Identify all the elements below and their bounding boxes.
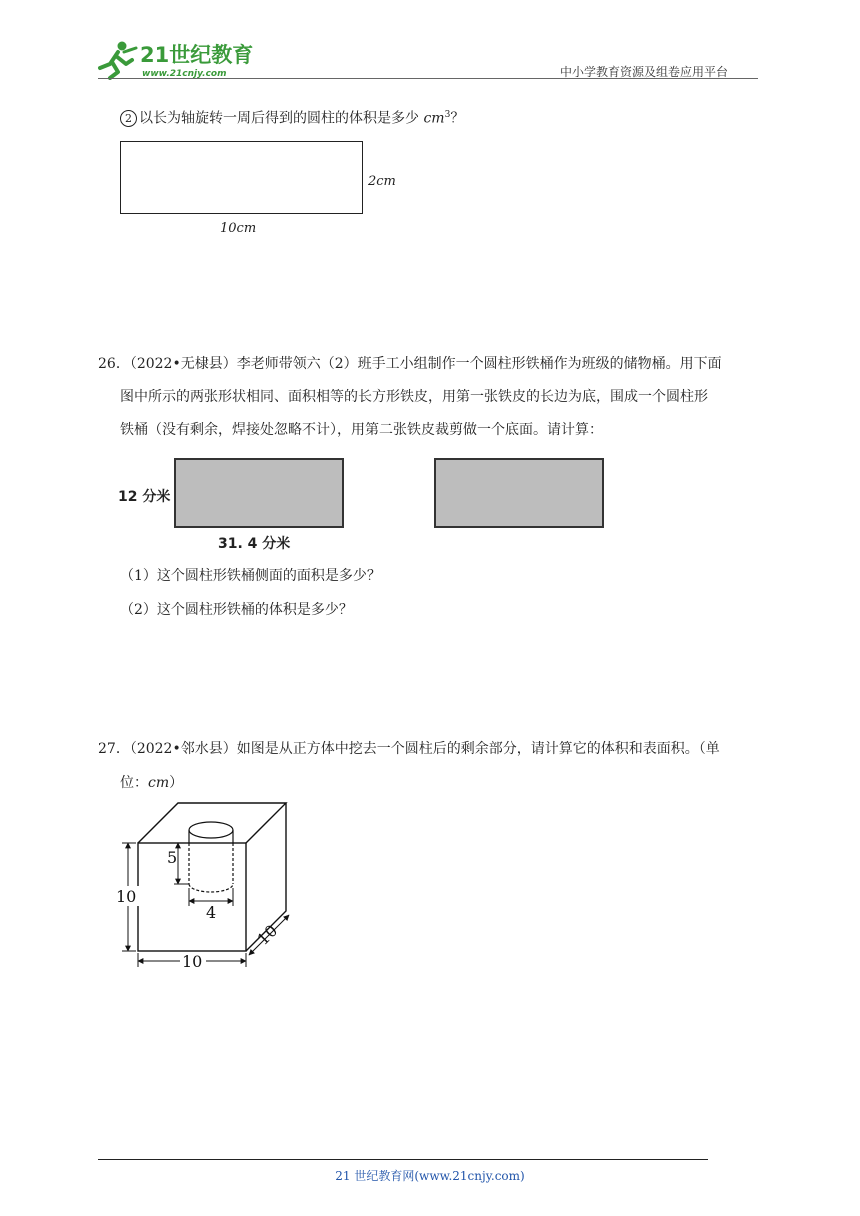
q26-subquestion-2: （2）这个圆柱形铁桶的体积是多少？ xyxy=(120,602,353,618)
q26-length-label: 31. 4 分米 xyxy=(218,536,291,552)
q27-cube-figure xyxy=(110,800,310,975)
circle-number: 2 xyxy=(120,110,137,127)
q27-text-1: （2022•邻水县）如图是从正方体中挖去一个圆柱后的剩余部分，请计算它的体积和表面积。（单 xyxy=(129,741,720,757)
q25-sub-text: 以长为轴旋转一周后得到的圆柱的体积是多少 xyxy=(139,110,419,127)
logo-text: 21世纪教育 xyxy=(140,43,254,67)
q27-text-2-suffix: ） xyxy=(169,775,184,791)
q26-sheet-2 xyxy=(434,458,604,528)
logo xyxy=(96,38,266,80)
q25-length-label: 10cm xyxy=(220,221,257,236)
q25-unit-sup: 3 xyxy=(444,110,451,120)
q27-width-label: 10 xyxy=(182,952,203,971)
q26-line-1 xyxy=(98,354,722,374)
q27-depth-label: 5 xyxy=(167,848,178,867)
q25-tail: ？ xyxy=(450,110,465,127)
q26-height-label: 12 分米 xyxy=(118,489,171,505)
q25-height-label: 2cm xyxy=(368,174,396,189)
q26-text-2: 图中所示的两张形状相同、面积相等的长方形铁皮，用第一张铁皮的长边为底，围成一个圆柱形 xyxy=(120,389,708,405)
platform-name: 中小学教育资源及组卷应用平台 xyxy=(560,65,729,79)
q27-text-2-prefix: 位： xyxy=(120,775,148,791)
q26-number: 26． xyxy=(98,356,130,372)
q27-line-2 xyxy=(120,773,183,793)
q25-rectangle-figure xyxy=(120,141,363,214)
q27-height-label: 10 xyxy=(116,887,137,906)
q26-text-1: （2022•无棣县）李老师带领六（2）班手工小组制作一个圆柱形铁桶作为班级的储物桶。用下面 xyxy=(129,356,722,372)
header-divider xyxy=(98,78,758,79)
q27-unit: cm xyxy=(148,775,170,791)
footer-divider xyxy=(98,1159,708,1160)
q26-text-3: 铁桶（没有剩余，焊接处忽略不计），用第二张铁皮裁剪做一个底面。请计算： xyxy=(120,422,603,438)
q25-subquestion xyxy=(120,105,464,129)
logo-url: www.21cnjy.com xyxy=(142,69,227,79)
q27-side-label: 10 xyxy=(253,920,282,949)
q26-sheet-1 xyxy=(174,458,344,528)
q27-number: 27． xyxy=(98,741,130,757)
q26-subquestion-1: （1）这个圆柱形铁桶侧面的面积是多少？ xyxy=(120,568,381,584)
q27-line-1 xyxy=(98,739,720,759)
q25-unit: cm xyxy=(423,110,445,127)
q27-diameter-label: 4 xyxy=(206,903,217,922)
footer-text: 21 世纪教育网(www.21cnjy.com) xyxy=(335,1169,525,1183)
runner-icon xyxy=(100,42,136,79)
